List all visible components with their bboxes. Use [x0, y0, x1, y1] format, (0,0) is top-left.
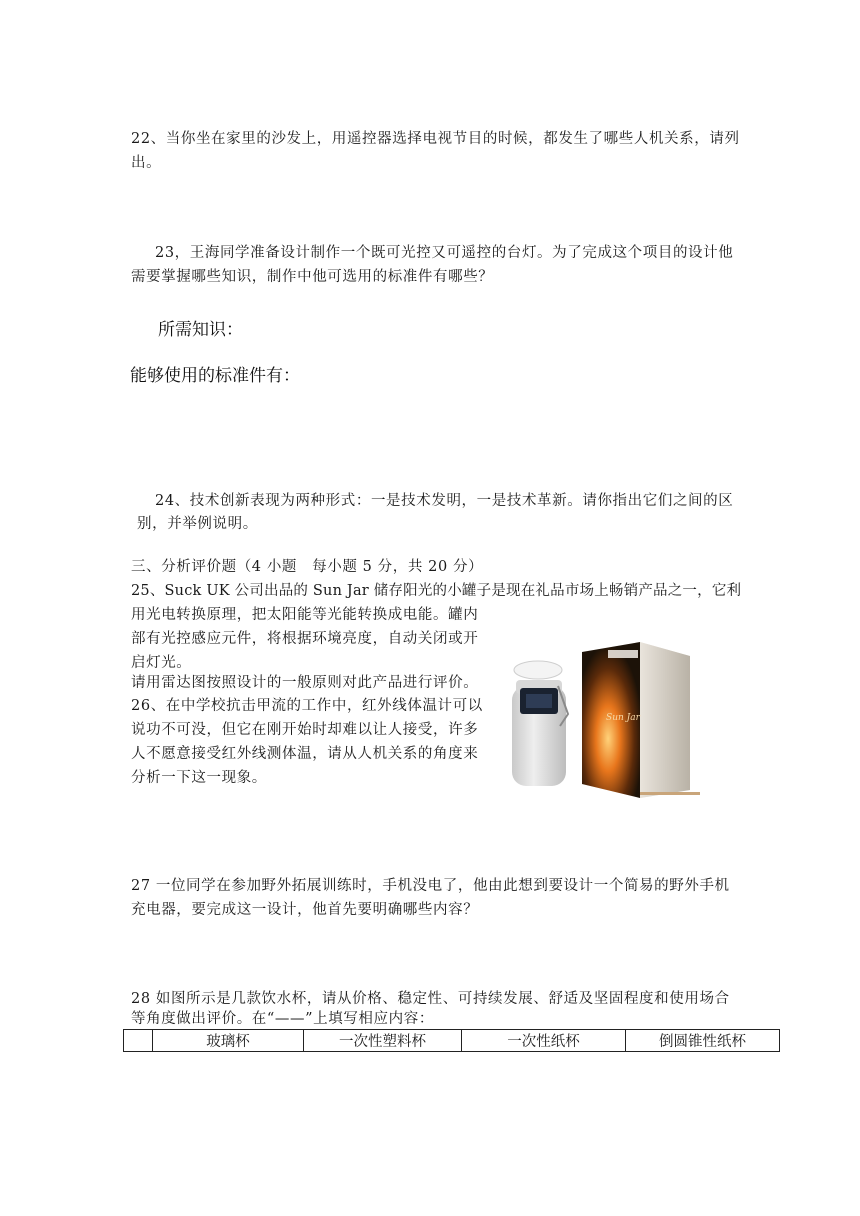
table-header-glass-cup: 玻璃杯	[153, 1030, 304, 1052]
q25-line1: 25、Suck UK 公司出品的 Sun Jar 储存阳光的小罐子是现在礼品市场上畅销产品之一，它利	[131, 583, 742, 599]
table-cell-empty	[124, 1030, 153, 1052]
q25-line5: 请用雷达图按照设计的一般原则对此产品进行评价。	[131, 675, 479, 691]
q24-line1: 24、技术创新表现为两种形式：一是技术发明，一是技术革新。请你指出它们之间的区	[155, 493, 734, 509]
cups-table	[123, 1029, 780, 1052]
q26-line2: 说功不可没，但它在刚开始时却难以让人接受，许多	[131, 722, 479, 738]
q28-line1: 28 如图所示是几款饮水杯，请从价格、稳定性、可持续发展、舒适及坚固程度和使用场合	[131, 991, 730, 1007]
q25-line4: 启灯光。	[131, 655, 192, 671]
q22-line2: 出。	[131, 155, 162, 171]
q26-line3: 人不愿意接受红外线测体温，请从人机关系的角度来	[131, 746, 479, 762]
q28-line2: 等角度做出评价。在“——”上填写相应内容：	[131, 1011, 434, 1027]
q25-line3: 部有光控感应元件，将根据环境亮度，自动关闭或开	[131, 631, 479, 647]
table-header-cone-paper-cup: 倒圆锥性纸杯	[626, 1030, 780, 1052]
section3-title: 三、分析评价题（4 小题 每小题 5 分，共 20 分）	[131, 559, 484, 575]
q26-line1: 26、在中学校抗击甲流的工作中，红外线体温计可以	[131, 698, 483, 714]
q24-line2: 别，并举例说明。	[137, 516, 258, 532]
q23-line1: 23，王海同学准备设计制作一个既可光控又可遥控的台灯。为了完成这个项目的设计他	[155, 245, 734, 261]
table-header-paper-cup: 一次性纸杯	[462, 1030, 626, 1052]
table-row	[124, 1030, 780, 1052]
table-header-plastic-cup: 一次性塑料杯	[304, 1030, 462, 1052]
q25-line2: 用光电转换原理，把太阳能等光能转换成电能。罐内	[131, 607, 479, 623]
q22-line1: 22、当你坐在家里的沙发上，用遥控器选择电视节目的时候，都发生了哪些人机关系，请列	[131, 131, 740, 147]
standard-parts-heading: 能够使用的标准件有：	[130, 366, 300, 386]
q23-line2: 需要掌握哪些知识，制作中他可选用的标准件有哪些？	[131, 269, 494, 285]
knowledge-heading: 所需知识：	[158, 320, 243, 340]
q27-line2: 充电器，要完成这一设计，他首先要明确哪些内容？	[131, 902, 479, 918]
box-logo-text: Sun Jar	[606, 713, 640, 723]
q26-line4: 分析一下这一现象。	[131, 770, 267, 786]
sun-jar-photo	[490, 630, 720, 800]
q27-line1: 27 一位同学在参加野外拓展训练时，手机没电了，他由此想到要设计一个简易的野外手机	[131, 878, 730, 894]
